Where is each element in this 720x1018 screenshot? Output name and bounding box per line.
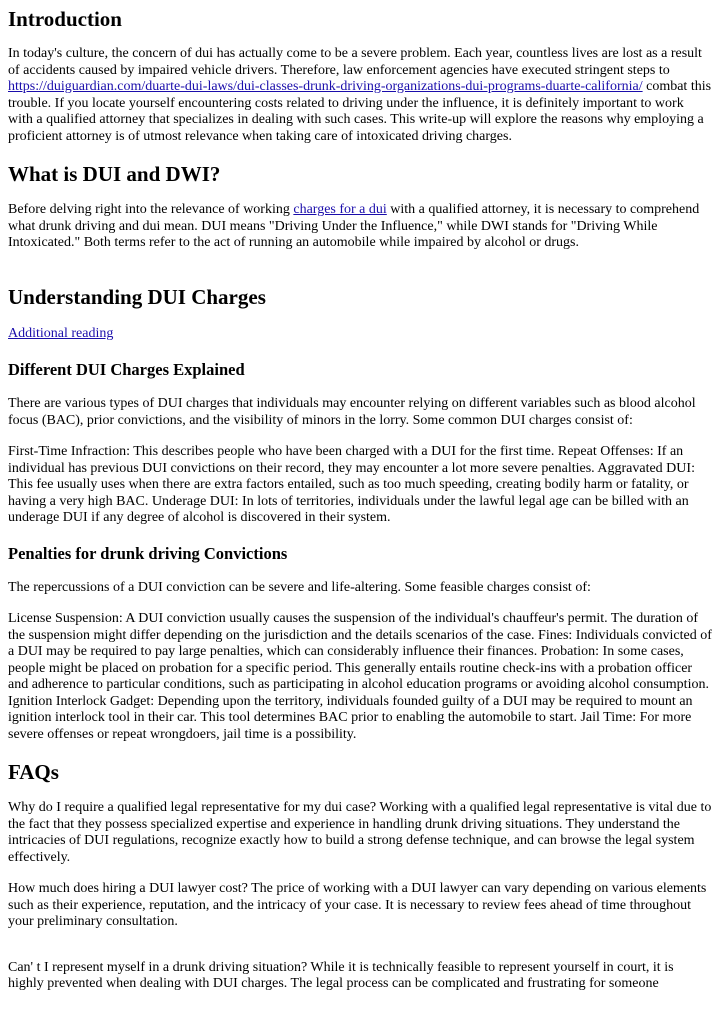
paragraph-introduction — [8, 46, 712, 145]
faq-item-qualified-representative: Why do I require a qualified legal representative for my dui case? Working with a qualified legal representative is vital due to the fact that they possess specialized expertise and experience in handling drunk driving situations. They understand the intricacies of DUI regulations, recognize exactly how to build a strong defense technique, and can browse the legal system effectively. — [8, 800, 712, 865]
heading-introduction: Introduction — [8, 7, 122, 31]
what-is-text-after-link: with a qualified attorney, it is necessary to comprehend what drunk driving and dui mean. DUI means "Driving Under the Influence," while DWI stands for "Driving While Intoxicated." Both terms refer to the act of running an automobile while impaired by alcohol or drugs. — [8, 202, 700, 250]
link-charges-for-a-dui[interactable]: charges for a dui — [293, 202, 387, 217]
intro-text-after-link: combat this trouble. If you locate yourself encountering costs related to driving under the influence, it is definitely important to work with a qualified attorney that specializes in dealing with such cases. This write-up will explore the reasons why employing a proficient attorney is of utmost relevance when taking care of intoxicated driving charges. — [8, 79, 712, 144]
faq-item-lawyer-cost: How much does hiring a DUI lawyer cost? The price of working with a DUI lawyer can vary depending on various elements such as their experience, reputation, and the intricacy of your case. It is necessary to review fees ahead of time throughout your preliminary consultation. — [8, 881, 707, 929]
paragraph-penalties-list: License Suspension: A DUI conviction usually causes the suspension of the individual's chauffeur's permit. The duration of the suspension might differ depending on the jurisdiction and the details scenarios of the case. Fines: Individuals convicted of a DUI may be required to pay large penalties, which can considerably influence their finances. Probation: In some cases, people might be placed on probation for a specific period. This generally entails routine check-ins with a probation officer and adherence to particular conditions, such as participating in alcohol education programs or avoiding alcohol consumption. Ignition Interlock Gadget: Depending upon the territory, individuals founded guilty of a DUI may be required to mount an ignition interlock tool in their car. This tool determines BAC prior to enabling the automobile to start. Jail Time: For more severe offenses or repeat wrongdoers, jail time is a possibility. — [8, 611, 712, 742]
link-duiguardian[interactable]: https://duiguardian.com/duarte-dui-laws/dui-classes-drunk-driving-organizations-dui-programs-duarte-california/ — [8, 79, 643, 94]
paragraph-penalties-intro: The repercussions of a DUI conviction can be severe and life-altering. Some feasible charges consist of: — [8, 579, 591, 595]
heading-what-is-dui: What is DUI and DWI? — [8, 162, 221, 186]
paragraph-different-charges-list: First-Time Infraction: This describes people who have been charged with a DUI for the first time. Repeat Offenses: If an individual has previous DUI convictions on their record, they may encounter a lot more severe penalties. Aggravated DUI: This fee usually uses when there are extra factors entailed, such as too much speeding, creating bodily harm or fatality, or having a very high BAC. Underage DUI: In lots of territories, individuals under the lawful legal age can be billed with an underage DUI if any degree of alcohol is discovered in their system. — [8, 444, 695, 525]
heading-faqs: FAQs — [8, 760, 59, 784]
faq-item-represent-myself: Can' t I represent myself in a drunk driving situation? While it is technically feasible to represent yourself in court, it is highly prevented when dealing with DUI charges. The legal process can be complicated and frustrating for someone — [8, 959, 674, 991]
what-is-text-before-link: Before delving right into the relevance of working — [8, 202, 294, 217]
link-additional-reading[interactable]: Additional reading — [8, 325, 114, 341]
paragraph-what-is-dui — [8, 202, 712, 252]
paragraph-additional-reading — [8, 326, 712, 343]
paragraph-different-charges-intro: There are various types of DUI charges that individuals may encounter relying on different variables such as blood alcohol focus (BAC), prior convictions, and the visibility of minors in the lorry. Some common DUI charges consist of: — [8, 396, 696, 428]
intro-text-before-link: In today's culture, the concern of dui has actually come to be a severe problem. Each year, countless lives are lost as a result of accidents caused by impaired vehicle drivers. Therefore, law enforcement agencies have executed stringent steps to — [8, 46, 702, 78]
heading-different-dui-charges: Different DUI Charges Explained — [8, 360, 245, 379]
heading-understanding-dui-charges: Understanding DUI Charges — [8, 284, 266, 309]
heading-penalties: Penalties for drunk driving Convictions — [8, 543, 288, 563]
